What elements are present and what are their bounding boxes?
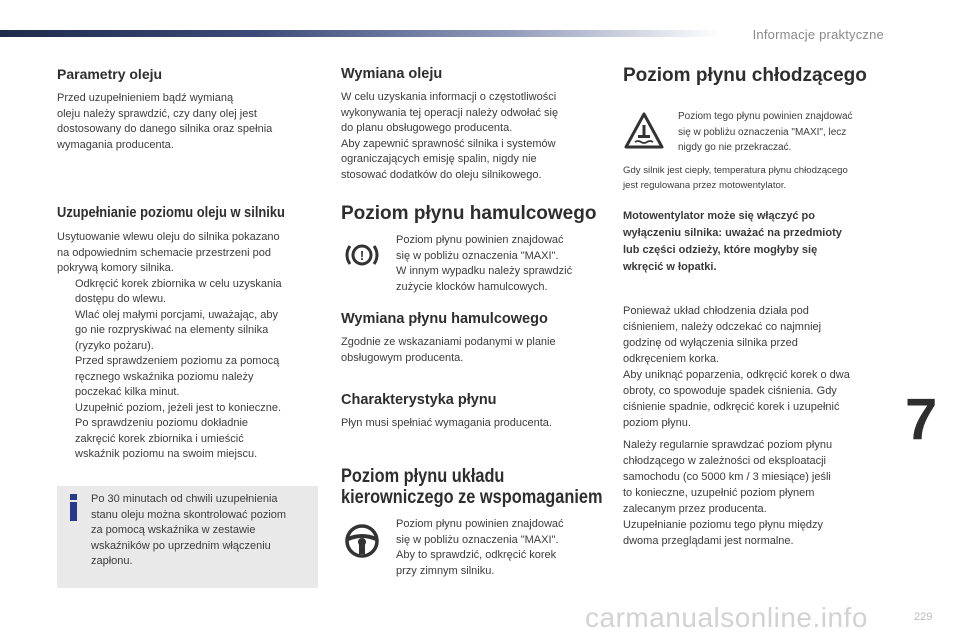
- text-line: się w pobliżu oznaczenia "MAXI".: [396, 249, 559, 262]
- text-line: stanu oleju można skontrolować poziom: [91, 508, 287, 521]
- text-line: Po sprawdzeniu poziomu dokładnie: [75, 417, 249, 429]
- text-line: samochodu (co 5000 km / 3 miesiące) jeśli: [623, 471, 831, 483]
- coolant-fan-warning: [623, 208, 898, 276]
- steering-level-title-line: Poziom płynu układu: [341, 466, 505, 487]
- text-line: poziom płynu.: [623, 417, 691, 429]
- brake-change-section: [341, 311, 603, 366]
- header-bar: [0, 30, 720, 37]
- oil-change-title: Wymiana oleju: [341, 66, 443, 82]
- text-line: za pomocą wskaźnika w zestawie: [91, 524, 256, 536]
- text-line: do planu obsługowego producenta.: [341, 122, 513, 134]
- page-number: 229: [914, 611, 933, 623]
- info-box-text: [91, 492, 313, 570]
- text-line: na odpowiednim schemacie przestrzeni pod: [57, 246, 272, 259]
- coolant-title: Poziom płynu chłodzącego: [623, 65, 867, 86]
- text-line: przy zimnym silniku.: [396, 564, 495, 577]
- oil-params-text: [57, 91, 322, 153]
- coolant-icon-text: [678, 109, 893, 156]
- text-line: obroty, co spowoduje spadek ciśnienia. Gdy: [623, 385, 837, 397]
- oil-params-section: [57, 66, 322, 153]
- list-item: [57, 277, 322, 308]
- section-title: Informacje praktyczne: [752, 27, 884, 42]
- text-line: Aby to sprawdzić, odkręcić korek: [396, 549, 557, 561]
- text-line: poczekać kilka minut.: [75, 386, 180, 398]
- text-line: się w pobliżu oznaczenia "MAXI".: [396, 533, 559, 546]
- text-line: Poziom tego płynu powinien znajdować: [678, 111, 853, 122]
- text-line: go nie rozpryskiwać na elementy silnika: [75, 324, 269, 336]
- coolant-hot-note: [623, 163, 903, 193]
- text-line: Przed sprawdzeniem poziomu za pomocą: [75, 355, 280, 367]
- text-line: Należy regularnie sprawdzać poziom płynu: [623, 439, 833, 451]
- text-line: ręcznego wskaźnika poziomu należy: [75, 370, 254, 383]
- text-line: Motowentylator może się włączyć po: [623, 210, 815, 222]
- text-line: zakręcić korek zbiornika i umieścić: [75, 432, 244, 445]
- text-line: Zgodnie ze wskazaniami podanymi w planie: [341, 336, 556, 348]
- text-line: ograniczających emisję spalin, nigdy nie: [341, 153, 537, 165]
- text-line: Gdy silnik jest ciepły, temperatura płynu chłodzącego: [623, 165, 848, 176]
- oil-topup-intro: [57, 230, 322, 277]
- text-line: wymagania producenta.: [57, 138, 174, 151]
- text-line: Usytuowanie wlewu oleju do silnika pokazano: [57, 231, 280, 243]
- list-item: [57, 354, 322, 401]
- text-line: odkręceniem korka.: [623, 353, 719, 365]
- text-line: stosować dodatków do oleju silnikowego.: [341, 168, 542, 181]
- text-line: ciśnieniem, należy odczekać co najmniej: [623, 321, 822, 333]
- brake-level-title: Poziom płynu hamulcowego: [341, 203, 597, 224]
- text-line: ciśnienie spadnie, odkręcić korek i uzupełnić: [623, 401, 840, 413]
- text-line: wskaźników po uprzednim włączeniu: [91, 539, 271, 552]
- text-line: zużycie klocków hamulcowych.: [396, 280, 548, 293]
- steering-level-section: [341, 466, 606, 508]
- coolant-regular-check-text: [623, 437, 898, 549]
- steering-wheel-icon: [343, 522, 381, 560]
- text-line: Odkręcić korek zbiornika w celu uzyskania: [75, 277, 282, 290]
- fluid-spec-section: [341, 392, 603, 432]
- text-line: pokrywą komory silnika.: [57, 262, 174, 274]
- chapter-number: 7: [905, 387, 938, 452]
- text-line: W innym wypadku należy sprawdzić: [396, 265, 573, 277]
- oil-change-text: [341, 90, 603, 183]
- coolant-pressure-text: [623, 303, 898, 431]
- text-line: Poziom płynu powinien znajdować: [396, 234, 564, 246]
- text-line: godzinę od wyłączenia silnika przed: [623, 337, 798, 349]
- text-line: oleju należy sprawdzić, czy dany olej jest: [57, 107, 257, 120]
- text-line: lub części odzieży, które mogłyby się: [623, 244, 818, 256]
- text-line: Aby zapewnić sprawność silnika i systemów: [341, 137, 556, 150]
- oil-change-section: [341, 66, 603, 183]
- text-line: Ponieważ układ chłodzenia działa pod: [623, 305, 809, 317]
- coolant-section: [623, 65, 893, 87]
- text-line: wskaźnik poziomu na swoim miejscu.: [75, 448, 258, 460]
- oil-topup-section: [57, 204, 322, 463]
- text-line: Przed uzupełnieniem bądź wymianą: [57, 92, 234, 104]
- list-item: [57, 416, 322, 463]
- oil-topup-steps: [57, 277, 322, 463]
- text-line: jest regulowana przez motowentylator.: [623, 180, 787, 191]
- brake-change-text: [341, 335, 603, 366]
- text-line: dostępu do wlewu.: [75, 293, 167, 305]
- text-line: wyłączeniu silnika: uważać na przedmioty: [623, 227, 842, 239]
- steering-level-text: [396, 517, 611, 579]
- brake-change-title: Wymiana płynu hamulcowego: [341, 311, 548, 327]
- list-item: [57, 401, 322, 417]
- text-line: chłodzącego w zależności od eksploatacji: [623, 455, 827, 467]
- text-line: obsługowym producenta.: [341, 351, 464, 364]
- text-line: dwoma przeglądami jest normalne.: [623, 535, 794, 547]
- text-line: Płyn musi spełniać wymagania producenta.: [341, 417, 552, 429]
- oil-topup-title: Uzupełnianie poziomu oleju w silniku: [57, 204, 285, 221]
- brake-level-section: [341, 203, 606, 225]
- text-line: nigdy go nie przekraczać.: [678, 142, 792, 153]
- brake-fluid-icon: [343, 236, 381, 274]
- text-line: zapłonu.: [91, 555, 133, 567]
- text-line: Uzupełnianie poziomu tego płynu między: [623, 519, 823, 531]
- steering-level-title-line: kierowniczego ze wspomaganiem: [341, 487, 603, 508]
- coolant-warning-icon: [623, 111, 665, 151]
- fluid-spec-text: [341, 416, 603, 432]
- svg-text:!: !: [359, 248, 365, 263]
- text-line: to konieczne, uzupełnić poziom płynem: [623, 487, 815, 499]
- text-line: Wlać olej małymi porcjami, uważając, aby: [75, 308, 278, 321]
- text-line: Po 30 minutach od chwili uzupełnienia: [91, 493, 278, 505]
- text-line: się w pobliżu oznaczenia "MAXI", lecz: [678, 126, 847, 138]
- watermark: carmanualsonline.info: [585, 602, 868, 633]
- text-line: dostosowany do danego silnika oraz spełnia: [57, 123, 273, 135]
- text-line: Poziom płynu powinien znajdować: [396, 518, 564, 530]
- text-line: W celu uzyskania informacji o częstotliwości: [341, 91, 557, 103]
- info-box: [57, 486, 318, 588]
- text-line: zalecanym przez producenta.: [623, 503, 767, 515]
- text-line: Aby uniknąć poparzenia, odkręcić korek o dwa: [623, 369, 850, 381]
- list-item: [57, 308, 322, 355]
- text-line: wkręcić w łopatki.: [623, 261, 717, 273]
- text-line: (ryzyko pożaru).: [75, 339, 154, 352]
- brake-level-text: [396, 233, 611, 295]
- info-icon: [69, 494, 79, 520]
- oil-params-title: Parametry oleju: [57, 66, 163, 82]
- text-line: Uzupełnić poziom, jeżeli jest to konieczne.: [75, 401, 282, 414]
- fluid-spec-title: Charakterystyka płynu: [341, 392, 497, 408]
- text-line: wykonywania tej operacji należy odwołać się: [341, 106, 559, 119]
